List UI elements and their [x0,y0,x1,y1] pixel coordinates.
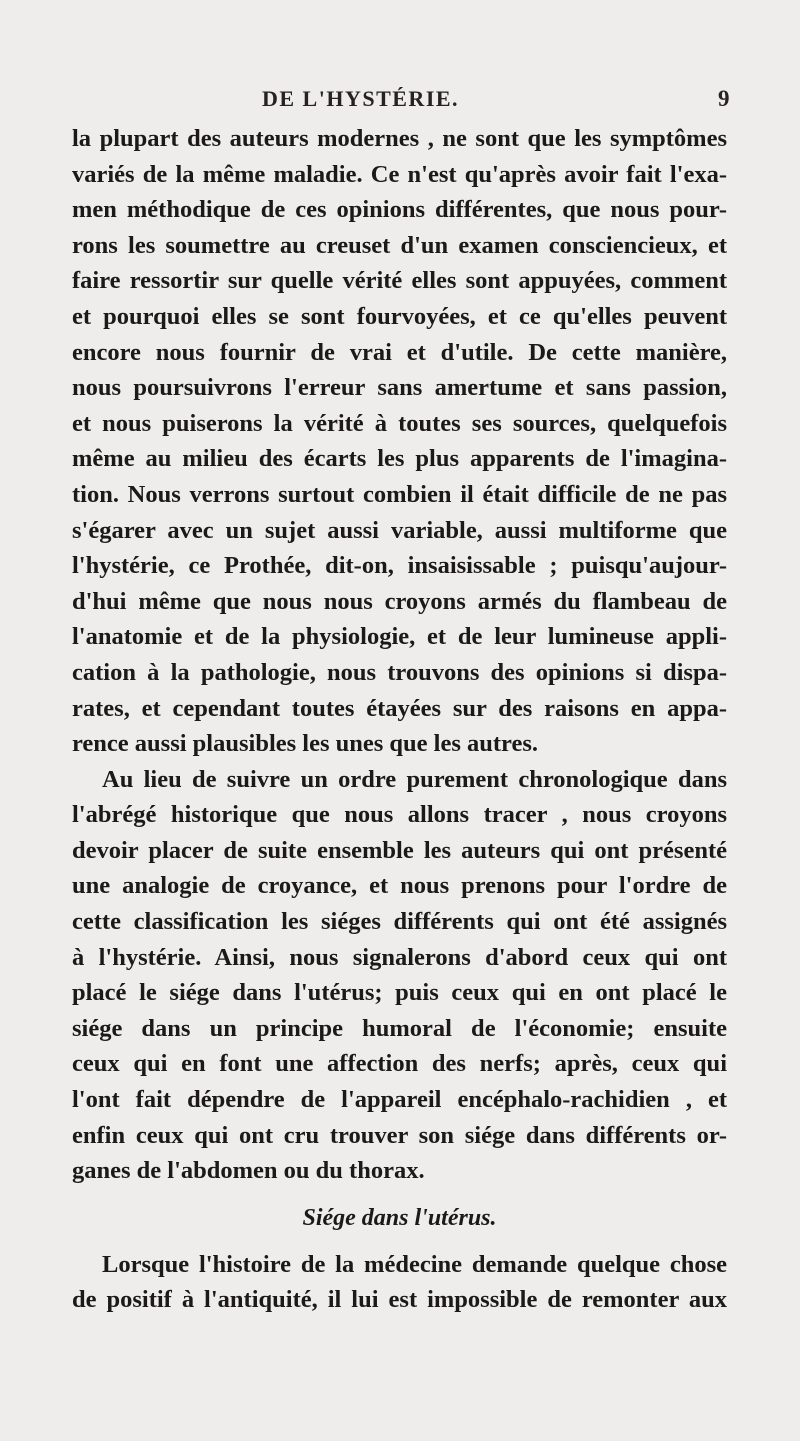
text-line: ganes de l'abdomen ou du thorax. [72,1157,425,1185]
text-line: même au milieu des écarts les plus apparents de l'imagina- [72,445,727,473]
text-line: l'abrégé historique que nous allons tracer , nous croyons [72,801,727,829]
paragraph-2 [72,762,727,1189]
paragraph-1 [72,121,727,762]
text-line: ceux qui en font une affection des nerfs; après, ceux qui [72,1050,727,1078]
text-line: et pourquoi elles se sont fourvoyées, et ce qu'elles peuvent [72,302,727,330]
running-head: DE L'HYSTÉRIE. [262,86,460,111]
text-line: rates, et cependant toutes étayées sur des raisons en appa- [72,694,727,722]
text-line: Au lieu de suivre un ordre purement chronologique dans [102,765,727,793]
text-line: rons les soumettre au creuset d'un examen consciencieux, et [72,231,727,259]
text-line: de positif à l'antiquité, il lui est impossible de remonter aux [72,1286,727,1314]
text-line: variés de la même maladie. Ce n'est qu'après avoir fait l'exa- [72,160,727,188]
body-text [72,121,727,1318]
text-line: s'égarer avec un sujet aussi variable, aussi multiforme que [72,516,727,544]
paragraph-3 [72,1247,727,1318]
text-line: enfin ceux qui ont cru trouver son siége dans différents or- [72,1121,727,1149]
text-line: Lorsque l'histoire de la médecine demande quelque chose [102,1250,727,1278]
text-line: d'hui même que nous nous croyons armés du flambeau de [72,587,727,615]
text-line: rence aussi plausibles les unes que les autres. [72,730,539,758]
text-line: siége dans un principe humoral de l'économie; ensuite [72,1014,727,1042]
text-line: placé le siége dans l'utérus; puis ceux qui en ont placé le [72,979,727,1007]
text-line: l'hystérie, ce Prothée, dit-on, insaisissable ; puisqu'aujour- [72,552,727,580]
section-heading: Siége dans l'utérus. [302,1204,497,1231]
page-number: 9 [718,86,730,111]
text-line: cation à la pathologie, nous trouvons des opinions si dispa- [72,658,727,686]
text-line: cette classification les siéges différents qui ont été assignés [72,908,727,936]
text-line: à l'hystérie. Ainsi, nous signalerons d'abord ceux qui ont [72,943,727,971]
text-line: faire ressortir sur quelle vérité elles sont appuyées, comment [72,267,727,295]
text-line: une analogie de croyance, et nous prenons pour l'ordre de [72,872,727,900]
text-line: l'ont fait dépendre de l'appareil encéphalo-rachidien , et [72,1086,727,1114]
text-line: nous poursuivrons l'erreur sans amertume et sans passion, [72,374,727,402]
text-line: men méthodique de ces opinions différentes, que nous pour- [72,196,727,224]
text-line: encore nous fournir de vrai et d'utile. De cette manière, [72,338,727,366]
text-line: devoir placer de suite ensemble les auteurs qui ont présenté [72,836,727,864]
text-line: l'anatomie et de la physiologie, et de leur lumineuse appli- [72,623,727,651]
text-line: la plupart des auteurs modernes , ne sont que les symptômes [72,125,727,152]
text-line: tion. Nous verrons surtout combien il était difficile de ne pas [72,480,727,508]
text-line: et nous puiserons la vérité à toutes ses sources, quelquefois [72,409,727,437]
